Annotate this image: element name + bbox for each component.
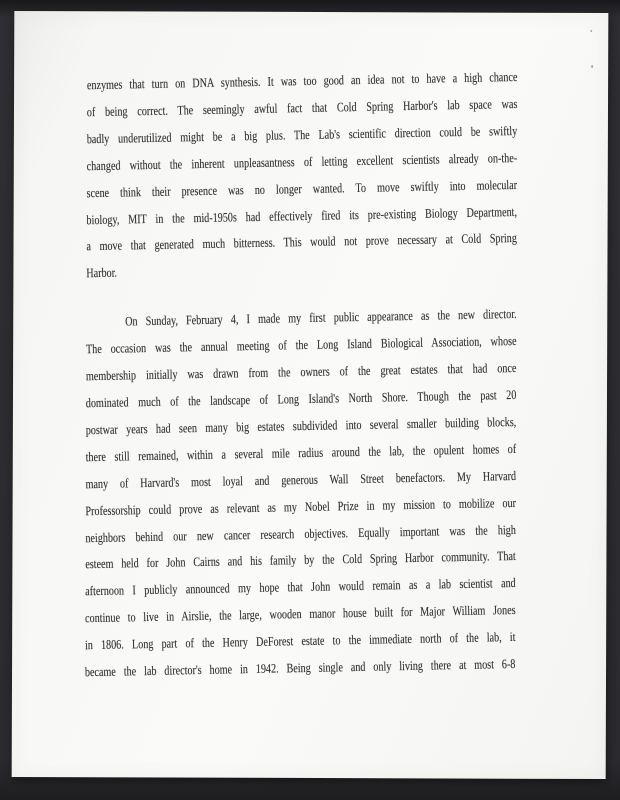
text-line: scene think their presence was no longer wanted. To move swiftly into molecular — [86, 176, 518, 200]
text-line: changed without the inherent unpleasantness of letting excellent scientists already on-the- — [86, 149, 518, 173]
text-line: badly underutilized might be a big plus. The Lab's scientific direction could be swiftly — [86, 122, 518, 147]
dust-speck — [590, 30, 592, 32]
dust-speck — [591, 65, 593, 68]
text-line: afternoon I publicly announced my hope that John would remain as a lab scientist and — [85, 575, 516, 599]
text-line: a move that generated much bitterness. This would not prove necessary at Cold Spring — [86, 230, 517, 254]
text-line: Professorship could prove as relevant as my Nobel Prize in my mission to mobilize our — [85, 494, 517, 518]
text-line: On Sunday, February 4, I made my first public appearance as the new director. — [124, 306, 517, 329]
text-line: dominated much of the landscape of Long Island's North Shore. Though the past 20 — [85, 386, 517, 411]
text-line: Harbor. — [86, 264, 118, 281]
paragraph — [84, 306, 522, 687]
text-line: The occasion was the annual meeting of the Long Island Biological Association, whose — [85, 333, 517, 357]
text-line: there still remained, within a several mile radius around the lab, the opulent homes of — [85, 440, 517, 464]
text-line: many of Harvard's most loyal and generous Wall Street benefactors. My Harvard — [85, 467, 517, 491]
text-line: enzymes that turn on DNA synthesis. It was too good an idea not to have a high chance — [86, 68, 518, 93]
paragraph — [86, 68, 523, 289]
text-line: in 1806. Long part of the Henry DeForest estate to the immediate north of the lab, it — [84, 629, 516, 653]
page-text-block — [84, 68, 523, 687]
text-line: of being correct. The seemingly awful fact that Cold Spring Harbor's lab space was — [86, 95, 518, 120]
text-line: esteem held for John Cairns and his family by the Cold Spring Harbor community. That — [85, 548, 516, 572]
text-line: biology, MIT in the mid-1950s had effectively fired its pre-existing Biology Department, — [86, 203, 518, 227]
scanned-page — [12, 11, 609, 779]
text-line: postwar years had seen many big estates subdivided into several smaller building blocks, — [85, 413, 517, 438]
text-line: became the lab director's home in 1942. Being single and only living there at most 6-8 — [84, 655, 516, 680]
text-line: continue to live in Airslie, the large, wooden manor house built for Major William Jones — [84, 602, 516, 626]
text-line: membership initially was drawn from the owners of the great estates that had once — [85, 360, 517, 384]
text-line: neighbors behind our new cancer research objectives. Equally important was the high — [85, 521, 516, 545]
